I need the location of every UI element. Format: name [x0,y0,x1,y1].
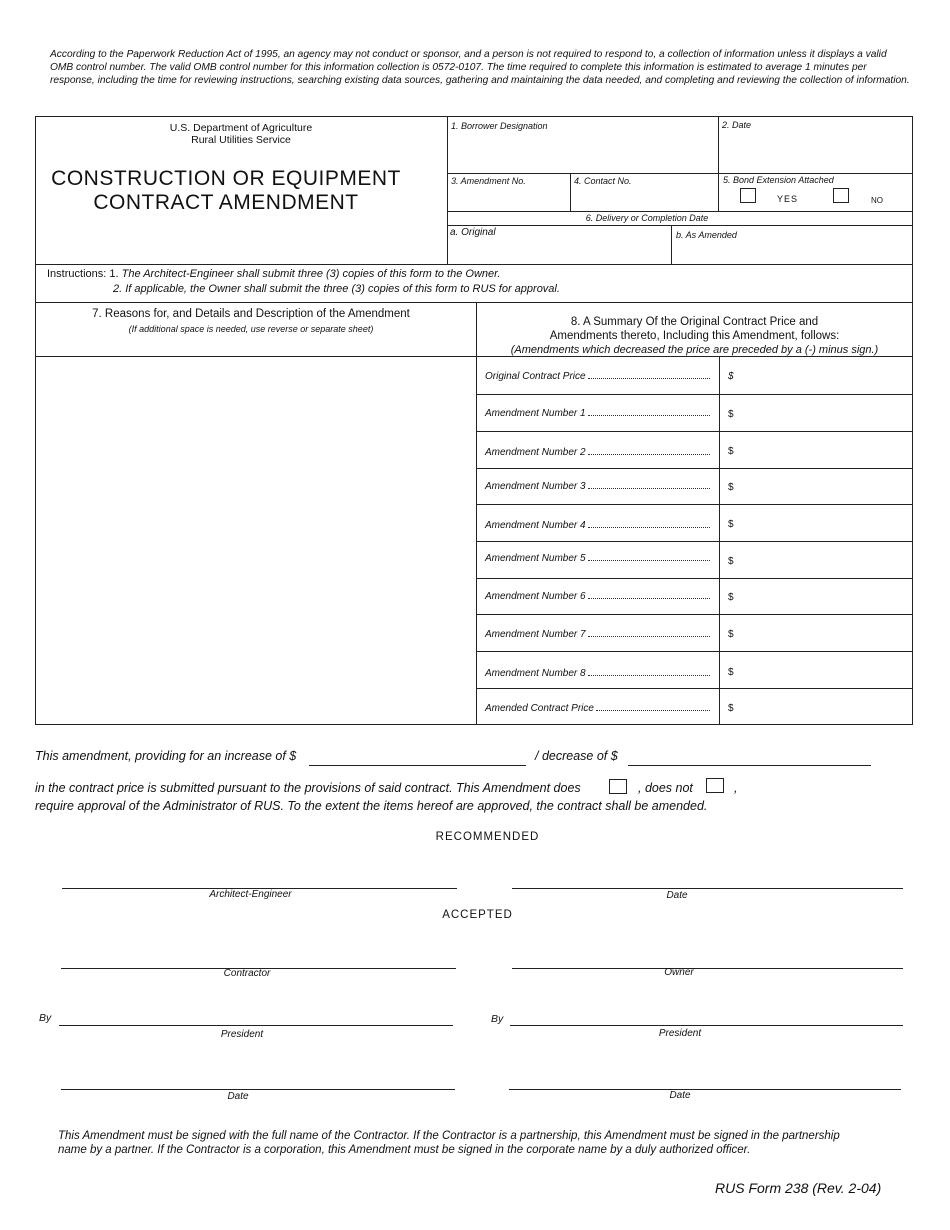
form-title [35,167,447,215]
section-8-line-2: Amendments thereto, Including this Amendment, follows: [549,330,840,342]
accepted-heading: ACCEPTED [442,909,513,921]
instruction-2: 2. If applicable, the Owner shall submit the three (3) copies of this form to RUS for approval. [113,283,560,295]
original-date-field[interactable] [449,240,669,263]
price-row-label: Amendment Number 2 [485,447,586,458]
title-line-1: CONSTRUCTION OR EQUIPMENT [51,167,401,190]
price-amount-field[interactable] [738,544,910,575]
currency-sign: $ [728,371,734,382]
price-row-label: Amendment Number 4 [485,520,586,531]
price-row-label: Amendment Number 5 [485,553,586,564]
row-divider [476,541,913,542]
divider [447,116,448,265]
section-8-line-3: (Amendments which decreased the price are preceded by a (-) minus sign.) [510,344,879,356]
instructions-prefix: Instructions: 1. [47,268,119,280]
section-7-title: 7. Reasons for, and Details and Description of the Amendment [92,308,410,320]
currency-sign: $ [728,592,734,603]
row-divider [476,504,913,505]
row-divider [476,431,913,432]
divider [447,225,913,226]
owner-president-label: President [658,1028,702,1039]
as-amended-date-field[interactable] [673,242,911,263]
does-not-label: , does not [638,781,693,795]
dot-leader [588,454,710,455]
bond-yes-checkbox[interactable] [740,188,756,203]
divider [671,225,672,265]
price-amount-field[interactable] [738,654,910,685]
comma: , [734,781,738,795]
price-amount-field[interactable] [738,360,910,391]
currency-sign: $ [728,409,734,420]
currency-sign: $ [728,556,734,567]
currency-sign: $ [728,703,734,714]
paperwork-notice: According to the Paperwork Reduction Act of 1995, an agency may not conduct or sponsor, and a person is not required to respond to, a collection of information unless it displays a valid OMB control number. The valid OMB control number for this information collection is 0572-0107. The time required to complete this information is estimated to average 1 minutes per response, including the time for reviewing instructions, searching existing data sources, gathering and maintaining the data needed, and completing and reviewing the collection of information. [50,49,910,86]
price-amount-field[interactable] [738,507,910,538]
borrower-designation-label: 1. Borrower Designation [451,121,548,131]
date-label: 2. Date [722,120,752,130]
row-divider [476,614,913,615]
statement-line-2: in the contract price is submitted pursuant to the provisions of said contract. This Amendment does [35,781,581,795]
price-amount-field[interactable] [738,471,910,501]
price-row-label: Original Contract Price [485,371,586,382]
recommended-heading: RECOMMENDED [435,831,540,843]
form-number: RUS Form 238 (Rev. 2-04) [715,1180,882,1196]
dot-leader [588,636,710,637]
dot-leader [588,488,710,489]
date-field[interactable] [720,133,911,171]
approval-does-not-checkbox[interactable] [706,778,724,793]
section-8-header [476,315,913,357]
increase-amount-field[interactable] [309,765,526,766]
dot-leader [588,527,710,528]
section-8-line-1: 8. A Summary Of the Original Contract Price and [570,316,819,328]
row-divider [476,468,913,469]
contractor-label: Contractor [223,968,271,979]
title-line-2: CONTRACT AMENDMENT [93,191,359,214]
contractor-president-label: President [220,1029,264,1040]
dot-leader [588,415,710,416]
currency-sign: $ [728,519,734,530]
price-row-label: Amendment Number 7 [485,629,586,640]
bond-no-checkbox[interactable] [833,188,849,203]
original-label: a. Original [450,227,496,238]
price-amount-field[interactable] [738,397,910,428]
instruction-1 [47,267,560,282]
row-divider [476,651,913,652]
dot-leader [588,675,710,676]
bond-no-label: NO [871,196,883,205]
divider [447,173,913,174]
owner-date-label: Date [669,1090,691,1101]
dot-leader [588,560,710,561]
divider [447,211,913,212]
contractor-date-label: Date [227,1091,249,1102]
delivery-date-label: 6. Delivery or Completion Date [585,213,709,223]
currency-sign: $ [728,667,734,678]
divider [570,173,571,211]
instruction-1-text: The Architect-Engineer shall submit three (3) copies of this form to the Owner. [121,268,501,280]
contractor-by-label: By [39,1012,52,1024]
owner-president-line[interactable] [510,1025,903,1026]
amendment-description-field[interactable] [37,358,474,723]
currency-sign: $ [728,482,734,493]
price-row-label: Amendment Number 6 [485,591,586,602]
price-amount-field[interactable] [738,617,910,648]
row-divider [476,688,913,689]
architect-engineer-label: Architect-Engineer [209,889,292,900]
amendment-no-field[interactable] [449,188,568,210]
dot-leader [588,598,710,599]
price-row-label: Amendment Number 8 [485,668,586,679]
approval-does-checkbox[interactable] [609,779,627,794]
dot-leader [588,378,710,379]
as-amended-label: b. As Amended [676,230,737,240]
decrease-amount-field[interactable] [628,765,871,766]
bond-extension-label: 5. Bond Extension Attached [723,175,834,185]
dot-leader [596,710,710,711]
agency-line-2: Rural Utilities Service [191,134,291,146]
divider [476,302,477,725]
price-amount-field[interactable] [738,581,910,611]
contact-no-field[interactable] [572,188,716,210]
row-divider [476,578,913,579]
price-amount-field[interactable] [738,434,910,465]
instructions [47,267,560,297]
owner-label: Owner [664,967,694,978]
price-row-label: Amended Contract Price [485,703,594,714]
owner-by-label: By [491,1013,504,1025]
increase-label: This amendment, providing for an increase of $ [35,749,297,763]
statement-line-3: require approval of the Administrator of RUS. To the extent the items hereof are approved, the contract shall be amended. [35,799,708,813]
row-divider [476,394,913,395]
amendment-no-label: 3. Amendment No. [451,176,526,186]
contractor-date-line[interactable] [61,1089,455,1090]
currency-sign: $ [728,446,734,457]
recommended-date-line[interactable] [512,888,903,889]
contact-no-label: 4. Contact No. [574,176,632,186]
recommended-date-label: Date [666,890,688,901]
bond-yes-label: YES [777,194,799,204]
price-amount-field[interactable] [738,691,910,722]
price-row-label: Amendment Number 3 [485,481,586,492]
signing-instructions: This Amendment must be signed with the full name of the Contractor. If the Contractor is a partnership, this Amendment must be signed in the partnership name by a partner. If the Contractor is a corporation, this Amendment must be signed in the corporate name by a duly authorized officer. [58,1130,840,1156]
agency-name [35,122,447,146]
contractor-president-line[interactable] [59,1025,453,1026]
price-row-label: Amendment Number 1 [485,408,586,419]
borrower-designation-field[interactable] [449,133,716,171]
decrease-label: / decrease of $ [535,749,618,763]
agency-line-1: U.S. Department of Agriculture [169,122,313,134]
divider [718,116,719,212]
currency-sign: $ [728,629,734,640]
section-7-note: (If additional space is needed, use reverse or separate sheet) [128,324,374,334]
